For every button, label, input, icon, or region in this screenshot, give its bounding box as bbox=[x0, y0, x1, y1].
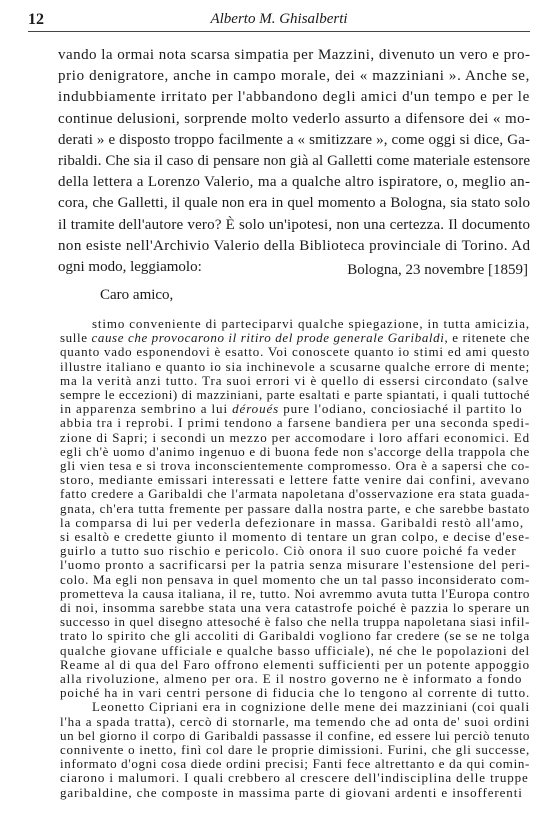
letter-segment: egli ch'è uomo d'animo ingenuo e di buona fede non s'accorge della trappola che bbox=[60, 443, 530, 459]
body-line: vando la ormai nota scarsa simpatia per Mazzini, divenuto un vero e pro- bbox=[58, 47, 531, 63]
letter-segment: guirlo a tutto suo rischio e pericolo. Ciò onora il suo cuore poiché fa veder bbox=[60, 543, 517, 559]
letter-segment: abbia tra i reprobi. I primi tendono a farsene bandiera per una seconda spedi- bbox=[60, 415, 531, 431]
letter-segment: poiché ha in vari centri persone di fiducia che lo tengono al corrente di tutto. bbox=[60, 685, 531, 701]
letter-segment: colo. Ma egli non pensava in quel momento che un tal passo inconsiderato com- bbox=[60, 571, 530, 587]
letter-segment: prometteva la causa italiana, il re, tutto. Noi avremmo avuta tutta l'Europa contro bbox=[60, 585, 530, 601]
letter-segment: connivente o inetto, finì col dare le proprie dimissioni. Furini, che gli successe, bbox=[60, 742, 530, 757]
letter-segment: déroués bbox=[232, 401, 280, 417]
letter-segment: in apparenza sembrino a lui bbox=[60, 401, 233, 417]
letter-segment: Reame al di qua del Faro offrono elementi sufficienti per un potente appoggio bbox=[60, 656, 530, 672]
letter-dateline: Bologna, 23 novembre [1859] bbox=[347, 262, 528, 278]
body-line: prio denigratore, anche in campo morale, dei « mazziniani ». Anche se, bbox=[58, 68, 530, 85]
body-line: della lettera a Lorenzo Valerio, ma a qualche altro ispiratore, o, meglio an- bbox=[58, 174, 531, 191]
letter-segment: gnata, ch'era tutta fremente per passare dalla nostra parte, e che sarebbe bastato bbox=[60, 500, 531, 516]
letter-segment: alla rivoluzione, almeno per ora. E il nostro governo ne è informato a fondo bbox=[60, 671, 523, 686]
letter-segment: ma la verità anzi tutto. Tra suoi errori vi è quello di essersi circondato (salve bbox=[60, 372, 529, 388]
running-title: Alberto M. Ghisalberti bbox=[210, 11, 348, 27]
letter-segment: garibaldine, che composte in massima parte di giovani ardenti e insofferenti bbox=[60, 784, 523, 800]
letter-segment: ciarono i malumori. I quali crebbero al crescere dell'indisciplina delle truppe bbox=[60, 770, 529, 786]
letter-segment: sempre le eccezioni) di mazziniani, parte esaltati e parte spiantati, i quali tuttoché bbox=[60, 387, 530, 402]
letter-segment: sulle bbox=[60, 330, 92, 346]
letter-segment: Leonetto Cipriani era in cognizione delle mene dei mazziniani (coi quali bbox=[92, 699, 530, 715]
letter-segment: cause che provocarono il ritiro del prode generale Garibaldi bbox=[91, 330, 445, 346]
letter-segment: l'ha a spada tratta), cercò di stornarle, ma temendo che ad onta de' suoi ordini bbox=[60, 713, 530, 729]
letter-segment: trato lo spirito che gli accoliti di Garibaldi vogliono far credere (se se ne tolga bbox=[60, 628, 531, 644]
running-header bbox=[28, 11, 530, 32]
letter-segment: stimo conveniente di parteciparvi qualche spiegazione, in tutta amicizia, bbox=[92, 316, 530, 331]
body-line: cora, che Galletti, il quale non era in quel momento a Bologna, sia stato solo bbox=[58, 195, 531, 212]
letter-salutation: Caro amico, bbox=[100, 287, 174, 303]
letter-segment: informato d'ogni cosa diede ordini precisi; Fanti fece altrettanto e da qui comin- bbox=[60, 756, 531, 772]
letter-segment: la comparsa di lui per vederla defezionare in massa. Garibaldi restò all'amo, bbox=[60, 514, 525, 530]
body-line: continue delusioni, sorprende molto vederlo assurto a difensore dei « mo- bbox=[58, 110, 531, 127]
body-line: derati » e disposto troppo facilmente a « smitizzare », come oggi si dice, Ga- bbox=[58, 131, 531, 148]
letter-segment: successo in quel disegno attesoché è falso che nella truppa napoletana siasi infil- bbox=[60, 614, 531, 630]
letter-line bbox=[60, 785, 523, 801]
letter-segment: storo, mediante emissari interessati e lettere fatte venire dai confini, avevano bbox=[60, 472, 530, 488]
body-line: indubbiamente irritato per l'abbandono degli amici d'un tempo e per le bbox=[58, 89, 530, 106]
letter-segment: , e ritenete che bbox=[444, 330, 531, 346]
body-line: non esiste nell'Archivio Valerio della Biblioteca provinciale di Torino. Ad bbox=[58, 237, 531, 254]
body-line: ogni modo, leggiamolo: bbox=[58, 259, 202, 275]
letter-segment: pure l'odiano, conciosiaché il partito lo bbox=[279, 401, 523, 417]
letter-segment: fatto credere a Garibaldi che l'armata napoletana d'osservazione era stata guada- bbox=[60, 486, 530, 502]
body-line: ribaldi. Che sia il caso di pensare non già al Galletti come materiale estensore bbox=[58, 153, 531, 169]
body-line: il tramite dell'autore vero? È solo un'ipotesi, non una certezza. Il documento bbox=[58, 216, 531, 233]
letter-segment: illustre italiano e quanto io sia inchinevole a scusarne qualche errore di mente; bbox=[60, 358, 531, 374]
letter-segment: l'uomo pronto a sacrificarsi per la patria senza misurare l'estensione del peri- bbox=[60, 557, 531, 573]
letter-segment: gli vien tesa e si trova inconscientemente compromesso. Ora è a sapersi che co- bbox=[60, 458, 530, 473]
letter-segment: zione di Sapri; i secondi un mezzo per accomodare i loro affari economici. Ed bbox=[60, 429, 530, 445]
letter-segment: un bel giorno il corpo di Garibaldi passasse il confine, ed essere lui perciò tenuto bbox=[60, 727, 530, 743]
letter-segment: di noi, insomma sarebbe stata una vera catastrofe poiché è pazzia lo sperare un bbox=[60, 600, 530, 615]
page-number: 12 bbox=[28, 11, 44, 28]
letter-segment: quanto vado esponendovi è esatto. Voi conoscete quanto io stimi ed ami questo bbox=[60, 344, 530, 360]
letter-segment: si esaltò e credette giunto il momento di tentare un gran colpo, e decise d'ese- bbox=[60, 529, 530, 544]
letter-segment: qualche giovane ufficiale e qualche basso ufficiale), né che le popolazioni del bbox=[60, 642, 531, 658]
